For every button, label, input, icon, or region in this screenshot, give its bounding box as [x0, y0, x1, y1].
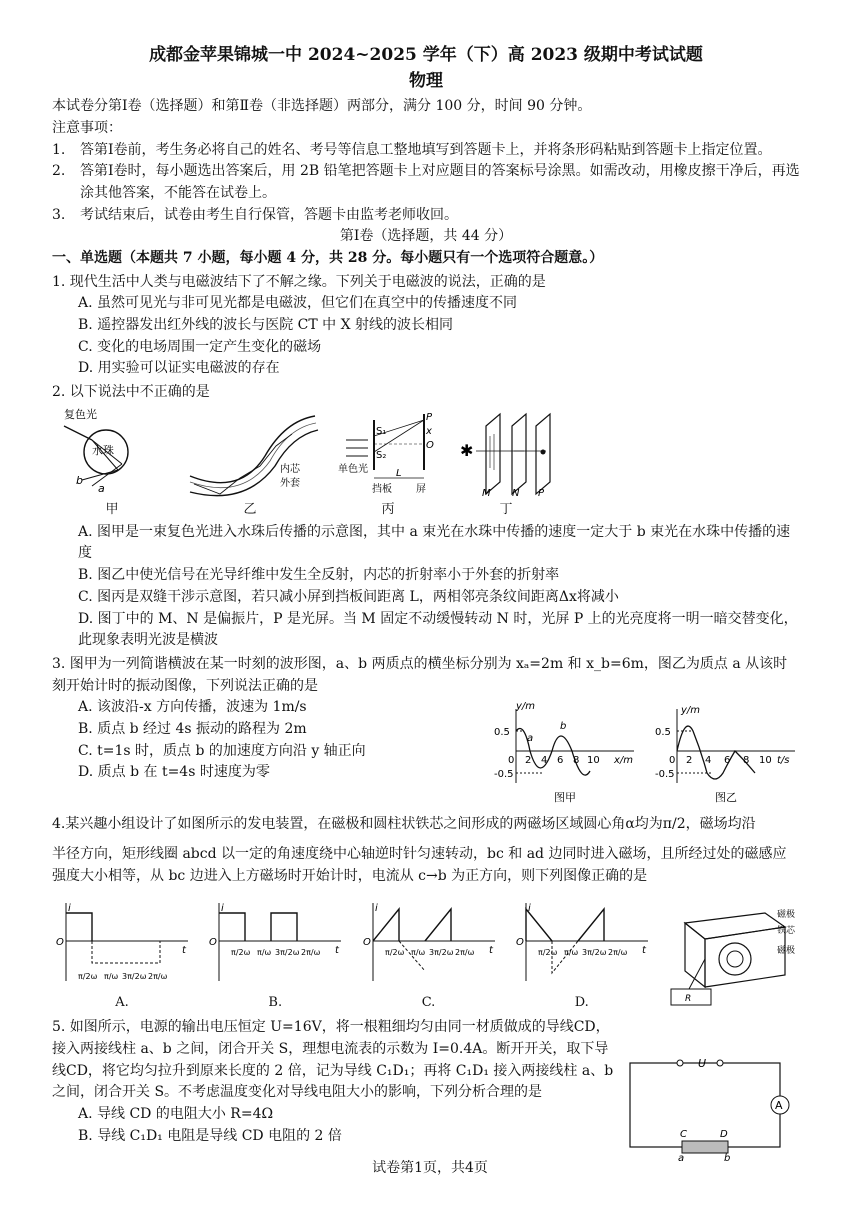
q5-text	[52, 1017, 620, 1163]
notice-number: 2.	[52, 163, 66, 180]
q3-option-d: D. 质点 b 在 t=4s 时速度为零	[78, 764, 270, 781]
water-drop-diagram	[62, 406, 162, 498]
ammeter-icon: A	[775, 1099, 783, 1113]
svg-text:t: t	[335, 945, 340, 957]
svg-text:π/2ω: π/2ω	[231, 948, 251, 958]
q5-stem: 5. 如图所示，电源的输出电压恒定 U=16V，将一根粗细均匀由同一材质做成的导线CD，接入两接线柱 a、b 之间，闭合开关 S，理想电流表的示数为 I=0.4A。断开开关，取下导线CD，将它均匀拉升到原来长度的 2 倍，记为导线 C₁D₁；再将 C₁D₁ 接入两接线柱 a、b 之间，闭合开关 S。不考虑温度变化对导线电阻大小的影响，下列分析合理的是	[52, 1019, 614, 1101]
q4-graphs	[52, 897, 800, 1013]
choice-c-label: C.	[421, 995, 436, 1011]
svg-text:3π/2ω: 3π/2ω	[581, 948, 607, 958]
notice-number: 1.	[52, 141, 66, 158]
notice-item	[52, 205, 800, 227]
q2-figures	[62, 408, 800, 520]
svg-text:2π/ω: 2π/ω	[148, 972, 168, 982]
figure-jia	[62, 406, 162, 520]
svg-text:O: O	[515, 937, 524, 949]
q5-body	[52, 1017, 800, 1163]
notice-text: 答第Ⅰ卷前，考生务必将自己的姓名、考号等信息工整地填写到答题卡上，并将条形码粘贴到答题卡上指定位置。	[80, 141, 772, 158]
choice-a-label: A.	[115, 995, 129, 1011]
graph1-caption: 图甲	[554, 791, 576, 805]
optical-fiber-diagram	[180, 406, 320, 498]
graph1-xtick: 4	[541, 755, 548, 767]
q2-option-d: D. 图丁中的 M、N 是偏振片，P 是光屏。当 M 固定不动缓慢转动 N 时，光屏 P 上的光亮度将一明一暗交替变化，此现象表明光波是横波	[78, 610, 798, 649]
circuit-diagram	[620, 1053, 800, 1163]
q1-stem: 1. 现代生活中人类与电磁波结下了不解之缘。下列关于电磁波的说法，正确的是	[52, 273, 546, 290]
vibration-graph-yi	[655, 701, 800, 806]
graph2-xtick: 10	[759, 755, 772, 767]
svg-text:O: O	[362, 937, 371, 949]
svg-text:t: t	[488, 945, 493, 957]
label-s2: S₂	[376, 449, 387, 461]
question-4	[52, 814, 800, 1013]
svg-text:R: R	[685, 994, 692, 1005]
svg-text:π/ω: π/ω	[563, 948, 578, 958]
question-2	[52, 382, 800, 652]
q4-stem-line2: 半径方向，矩形线圈 abcd 以一定的角速度绕中心轴逆时针匀速转动，bc 和 ad 边同时进入磁场，且所经过处的磁感应强度大小相等，从 bc 边进入上方磁场时开始计时，电流从 c→b 为正方向，则下列图像正确的是	[52, 845, 787, 884]
svg-text:O: O	[209, 937, 218, 949]
q3-body	[52, 697, 800, 806]
svg-text:i: i	[68, 903, 71, 915]
figure-ding	[456, 406, 556, 520]
notice-title: 注意事项：	[52, 119, 122, 136]
caption-jia: 甲	[105, 501, 119, 517]
q3-graphs	[494, 701, 800, 806]
choice-b-label: B.	[268, 995, 283, 1011]
exam-title: 成都金苹果锦城一中 2024~2025 学年（下）高 2023 级期中考试试题	[149, 45, 703, 65]
figure-bing	[338, 406, 438, 520]
label-s1: S₁	[376, 425, 387, 437]
notice-item	[52, 140, 800, 162]
notice-list	[52, 140, 800, 227]
svg-text:磁极: 磁极	[777, 910, 796, 921]
graph1-xtick: 2	[525, 755, 532, 767]
svg-text:π/2ω: π/2ω	[537, 948, 558, 958]
caption-bing: 丙	[381, 501, 395, 517]
caption-yi: 乙	[243, 501, 257, 517]
q3-option-a: A. 该波沿-x 方向传播，波速为 1m/s	[78, 699, 307, 716]
graph2-xlabel: t/s	[777, 755, 790, 767]
label-danseguang: 单色光	[338, 463, 368, 475]
label-neixin: 内芯	[280, 463, 300, 475]
graph2-ytick: -0.5	[655, 769, 675, 781]
graph2-caption: 图乙	[715, 791, 737, 805]
label-ping: 屏	[416, 483, 426, 495]
q2-option-b: B. 图乙中使光信号在光导纤维中发生全反射，内芯的折射率小于外套的折射率	[78, 567, 560, 584]
graph1-xtick: 8	[573, 755, 580, 767]
wave-graph-jia	[494, 701, 639, 806]
label-p: P	[426, 411, 433, 423]
graph2-xtick: 6	[724, 755, 731, 767]
svg-text:t: t	[641, 945, 646, 957]
q1-option-a: A. 虽然可见光与非可见光都是电磁波，但它们在真空中的传播速度不同	[78, 295, 518, 312]
svg-text:3π/2ω: 3π/2ω	[428, 948, 453, 958]
svg-text:3π/2ω: 3π/2ω	[122, 972, 147, 982]
q4-graph-c	[359, 901, 499, 1013]
label-b: b	[76, 473, 83, 487]
label-b-terminal: b	[724, 1153, 731, 1164]
label-waitao: 外套	[280, 477, 300, 489]
graph2-xtick: 4	[705, 755, 712, 767]
svg-text:i: i	[374, 903, 378, 915]
polarizer-diagram	[456, 406, 556, 498]
label-u: U	[698, 1057, 707, 1071]
svg-text:i: i	[527, 903, 531, 915]
graph2-ytick: 0.5	[655, 727, 671, 739]
double-slit-diagram	[338, 406, 438, 498]
label-d: D	[720, 1129, 728, 1141]
graph2-origin: 0	[669, 755, 676, 767]
label-l: L	[396, 467, 402, 479]
question-3	[52, 654, 800, 806]
q2-stem: 2. 以下说法中不正确的是	[52, 384, 210, 401]
q3-option-c: C. t=1s 时，质点 b 的加速度方向沿 y 轴正向	[78, 742, 366, 759]
q4-graph-b	[205, 901, 345, 1013]
label-fuseguang: 复色光	[64, 407, 97, 421]
q3-options	[52, 697, 494, 806]
q5-option-a: A. 导线 CD 的电阻大小 R=4Ω	[78, 1106, 274, 1123]
question-5	[52, 1017, 800, 1163]
label-x: x	[426, 425, 432, 437]
exam-intro: 本试卷分第Ⅰ卷（选择题）和第Ⅱ卷（非选择题）两部分，满分 100 分，时间 90 分钟。	[52, 98, 592, 115]
graph1-ytick: -0.5	[494, 769, 514, 781]
svg-text:铁芯: 铁芯	[777, 926, 796, 937]
label-a-terminal: a	[678, 1153, 685, 1164]
q2-option-a: A. 图甲是一束复色光进入水珠后传播的示意图，其中 a 束光在水珠中传播的速度一定大于 b 束光在水珠中传播的速度	[78, 523, 791, 562]
graph1-origin: 0	[508, 755, 515, 767]
q3-stem: 3. 图甲为一列简谐横波在某一时刻的波形图，a、b 两质点的横坐标分别为 xₐ=2m 和 x_b=6m，图乙为质点 a 从该时刻开始计时的振动图像，下列说法正确的是	[52, 655, 788, 694]
q3-option-b: B. 质点 b 经过 4s 振动的路程为 2m	[78, 720, 307, 737]
q2-option-c: C. 图丙是双缝干涉示意图，若只减小屏到挡板间距离 L，两相邻亮条纹间距离Δx将减小	[78, 588, 619, 605]
notice-item	[52, 161, 800, 204]
choice-d-label: D.	[574, 995, 589, 1011]
graph2-xtick: 2	[686, 755, 693, 767]
q5-option-b: B. 导线 C₁D₁ 电阻是导线 CD 电阻的 2 倍	[78, 1127, 342, 1144]
label-n: N	[512, 487, 520, 498]
label-a: a	[98, 481, 105, 495]
svg-text:2π/ω: 2π/ω	[454, 948, 474, 958]
svg-text:2π/ω: 2π/ω	[607, 948, 628, 958]
svg-text:i: i	[221, 903, 225, 915]
notice-text: 答第Ⅰ卷时，每小题选出答案后，用 2B 铅笔把答题卡上对应题目的答案标号涂黑。如需改动，用橡皮擦干净后，再选涂其他答案，不能答在试卷上。	[80, 163, 800, 201]
graph1-xlabel: x/m	[614, 755, 634, 767]
svg-text:O: O	[56, 937, 64, 949]
graph1-point-b: b	[560, 721, 567, 733]
graph1-ylabel: y/m	[516, 701, 536, 713]
svg-text:2π/ω: 2π/ω	[301, 948, 321, 958]
notice-number: 3.	[52, 206, 66, 223]
svg-text:磁极: 磁极	[777, 946, 796, 957]
q1-option-b: B. 遥控器发出红外线的波长与医院 CT 中 X 射线的波长相同	[78, 317, 454, 334]
label-m: M	[482, 487, 491, 498]
page-footer: 试卷第1页，共4页	[372, 1160, 488, 1176]
label-shuizhu: 水珠	[92, 443, 114, 457]
graph1-ytick: 0.5	[494, 727, 510, 739]
svg-text:3π/2ω: 3π/2ω	[275, 948, 300, 958]
q4-graph-d	[512, 901, 652, 1013]
svg-text:π/ω: π/ω	[104, 972, 119, 982]
figure-yi	[180, 406, 320, 520]
label-dangban: 挡板	[372, 483, 392, 495]
graph1-xtick: 10	[587, 755, 600, 767]
notice-text: 考试结束后，试卷由考生自行保管，答题卡由监考老师收回。	[80, 206, 458, 223]
svg-text:π/ω: π/ω	[257, 948, 272, 958]
q1-option-c: C. 变化的电场周围一定产生变化的磁场	[78, 338, 322, 355]
graph1-xtick: 6	[557, 755, 564, 767]
question-1	[52, 272, 800, 380]
section1-title: 一、单选题（本题共 7 小题，每小题 4 分，共 28 分。每小题只有一个选项符合题意。）	[52, 249, 604, 266]
q1-option-d: D. 用实验可以证实电磁波的存在	[78, 360, 280, 377]
svg-text:t: t	[182, 945, 186, 957]
q4-stem-line1: 4.某兴趣小组设计了如图所示的发电装置，在磁极和圆柱状铁芯之间形成的两磁场区域圆心角α均为π/2，磁场均沿	[52, 816, 756, 833]
graph2-ylabel: y/m	[681, 705, 701, 717]
label-p-screen: P	[538, 487, 545, 498]
label-o: O	[426, 439, 434, 451]
graph2-xtick: 8	[743, 755, 750, 767]
label-c: C	[680, 1129, 687, 1141]
exam-subject: 物理	[409, 70, 443, 91]
light-source-icon: ✱	[460, 440, 474, 460]
svg-text:π/ω: π/ω	[410, 948, 425, 958]
q4-graph-a	[52, 901, 192, 1013]
caption-ding: 丁	[499, 501, 513, 517]
svg-text:π/2ω: π/2ω	[384, 948, 404, 958]
part1-title: 第Ⅰ卷（选择题，共 44 分）	[339, 228, 513, 245]
svg-text:π/2ω: π/2ω	[78, 972, 98, 982]
graph1-point-a: a	[527, 733, 534, 745]
generator-device-diagram	[665, 903, 800, 1013]
